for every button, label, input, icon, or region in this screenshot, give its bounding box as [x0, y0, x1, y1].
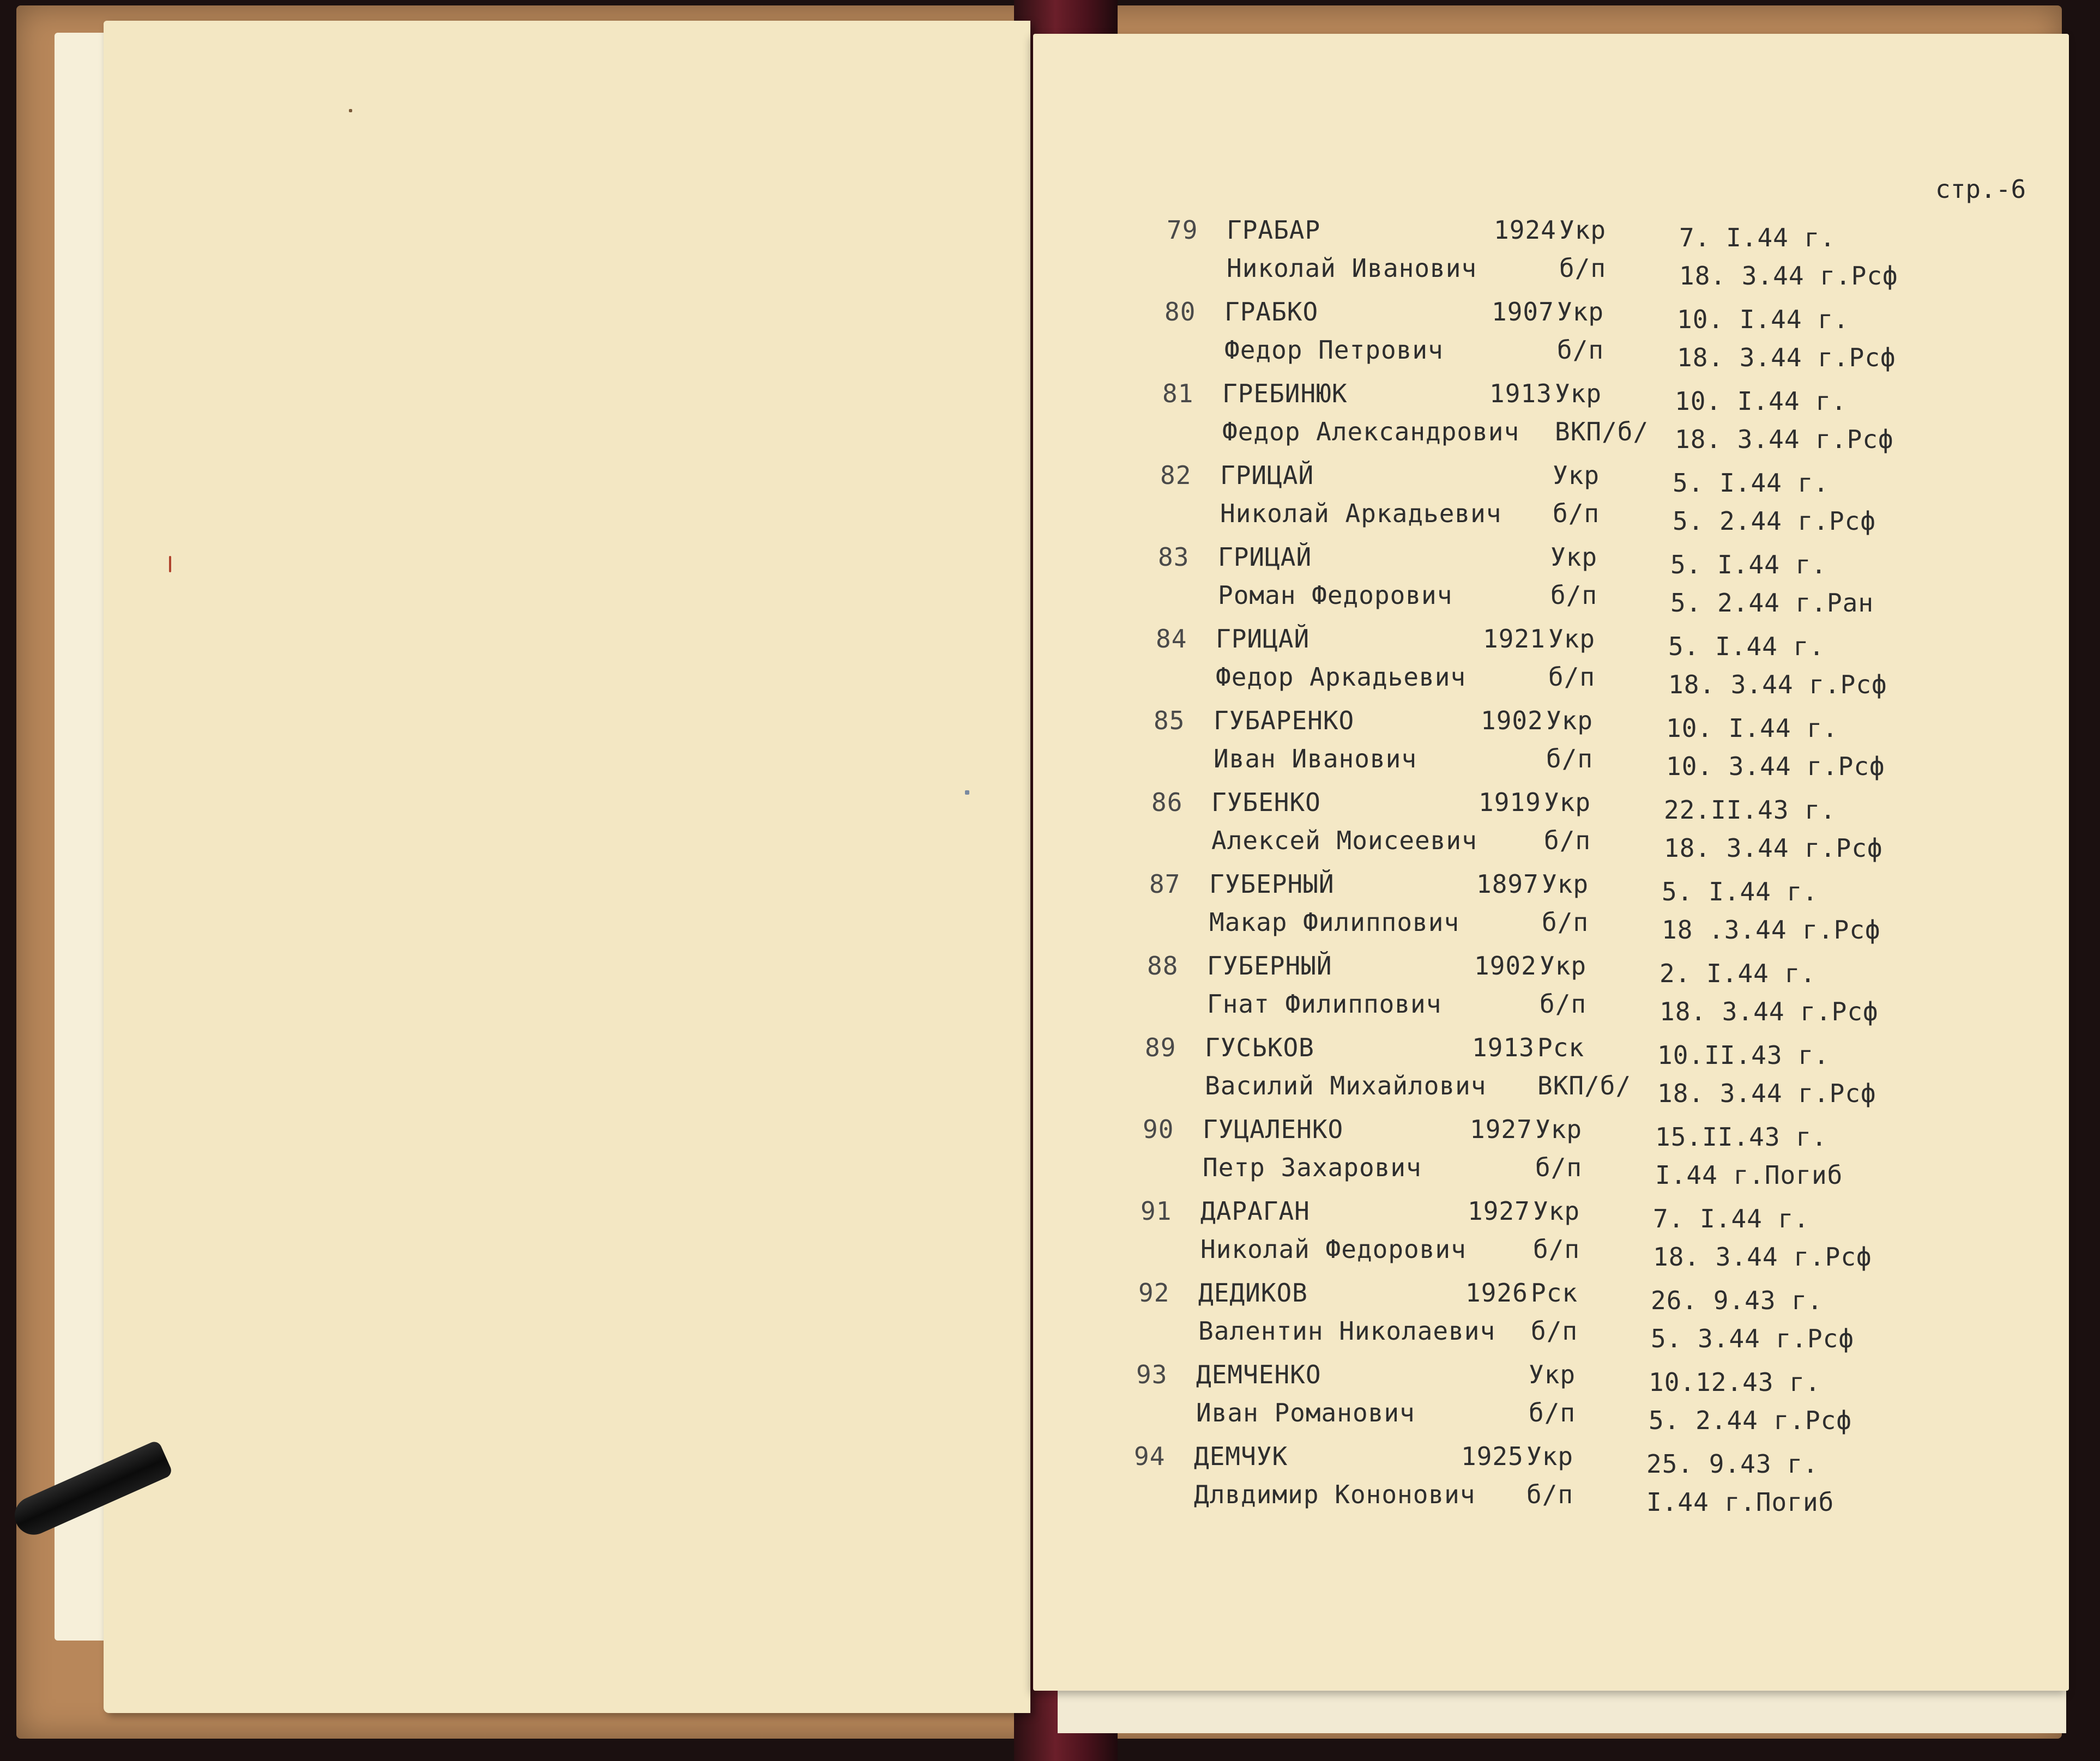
entry-name: Алексей Моисеевич: [1211, 826, 1477, 855]
paper-speck: [965, 790, 969, 795]
entry-year: 1897: [1476, 869, 1539, 899]
entry-number: 91: [1140, 1196, 1172, 1226]
entry-number: 79: [1167, 215, 1198, 245]
entry-year: 1926: [1465, 1278, 1528, 1308]
entry-number: 90: [1143, 1115, 1174, 1144]
entry-date1: 2. I.44 г.: [1660, 959, 1816, 988]
entry-name: Гнат Филиппович: [1207, 989, 1442, 1019]
entry-year: 1913: [1489, 379, 1552, 408]
entry-party: б/п: [1559, 253, 1607, 283]
paper-speck: [349, 109, 352, 112]
left-blank-page: [104, 21, 1030, 1713]
entry-name: Иван Иванович: [1214, 744, 1417, 773]
entry-date1: 26. 9.43 г.: [1651, 1286, 1823, 1315]
entry-party: ВКП/б/: [1555, 417, 1649, 446]
entry-name: Валентин Николаевич: [1198, 1316, 1496, 1346]
entry-nationality: Укр: [1540, 951, 1587, 981]
entry-party: б/п: [1542, 907, 1589, 937]
entry-surname: ГУЦАЛЕНКО: [1203, 1115, 1344, 1144]
entry-year: 1924: [1494, 215, 1556, 245]
entry-nationality: Укр: [1548, 624, 1596, 653]
entry-surname: ГУБАРЕНКО: [1214, 706, 1355, 735]
entry-date2: 5. 3.44 г.Рсф: [1651, 1324, 1855, 1353]
entry-date1: 15.II.43 г.: [1655, 1122, 1827, 1152]
entry-date1: 10. I.44 г.: [1666, 713, 1838, 743]
entry-date1: 10. I.44 г.: [1675, 386, 1847, 416]
entry-nationality: Укр: [1533, 1196, 1580, 1226]
entry-nationality: Укр: [1535, 1115, 1583, 1144]
entry-number: 88: [1147, 951, 1179, 981]
entry-surname: ГРИЦАЙ: [1220, 461, 1314, 490]
entry-date2: 18 .3.44 г.Рсф: [1662, 915, 1881, 945]
entry-year: 1925: [1461, 1442, 1524, 1471]
entry-date2: 18. 3.44 г.Рсф: [1679, 261, 1898, 291]
entry-surname: ГРИЦАЙ: [1218, 542, 1312, 572]
entry-name: Николай Аркадьевич: [1220, 499, 1502, 528]
entry-number: 89: [1145, 1033, 1176, 1062]
entry-name: Длвдимир Кононович: [1194, 1480, 1476, 1509]
entry-name: Федор Аркадьевич: [1216, 662, 1467, 692]
entry-date1: 10.12.43 г.: [1649, 1367, 1821, 1397]
entry-surname: ГУСЬКОВ: [1205, 1033, 1314, 1062]
entry-date1: 5. I.44 г.: [1662, 877, 1818, 906]
entry-nationality: Укр: [1546, 706, 1594, 735]
entry-party: б/п: [1531, 1316, 1578, 1346]
entry-party: б/п: [1546, 744, 1594, 773]
entry-nationality: Рск: [1531, 1278, 1578, 1308]
entry-number: 93: [1136, 1360, 1168, 1389]
entry-number: 86: [1151, 788, 1183, 817]
entry-surname: ГУБЕНКО: [1211, 788, 1321, 817]
entry-party: б/п: [1540, 989, 1587, 1019]
entry-date2: 18. 3.44 г.Рсф: [1675, 425, 1894, 454]
entry-number: 94: [1134, 1442, 1166, 1471]
entry-year: 1919: [1479, 788, 1541, 817]
entry-date2: 18. 3.44 г.Рсф: [1668, 670, 1887, 699]
entry-name: Иван Романович: [1196, 1398, 1415, 1427]
entry-party: б/п: [1548, 662, 1596, 692]
entry-name: Василий Михайлович: [1205, 1071, 1487, 1100]
entry-surname: ДЕМЧЕНКО: [1196, 1360, 1321, 1389]
entry-surname: ГРИЦАЙ: [1216, 624, 1310, 653]
entry-party: б/п: [1535, 1153, 1583, 1182]
entry-date2: 18. 3.44 г.Рсф: [1657, 1079, 1876, 1108]
entry-date2: 5. 2.44 г.Рсф: [1649, 1406, 1852, 1435]
entry-date1: 22.II.43 г.: [1664, 795, 1836, 825]
entry-name: Николай Федорович: [1200, 1234, 1467, 1264]
entry-party: б/п: [1544, 826, 1591, 855]
entry-name: Роман Федорович: [1218, 580, 1453, 610]
entry-surname: ГУБЕРНЫЙ: [1209, 869, 1335, 899]
entry-nationality: Рск: [1537, 1033, 1585, 1062]
entry-date1: 10. I.44 г.: [1677, 305, 1849, 334]
entry-date2: 5. 2.44 г.Ран: [1670, 588, 1874, 618]
entry-surname: ГУБЕРНЫЙ: [1207, 951, 1332, 981]
entry-date1: 7. I.44 г.: [1653, 1204, 1809, 1233]
entry-surname: ГРАБАР: [1227, 215, 1321, 245]
entry-date1: 5. I.44 г.: [1670, 550, 1827, 579]
entry-party: б/п: [1553, 499, 1600, 528]
entry-nationality: Укр: [1542, 869, 1589, 899]
entry-nationality: Укр: [1555, 379, 1602, 408]
entry-year: 1921: [1483, 624, 1546, 653]
entry-name: Николай Иванович: [1227, 253, 1477, 283]
entry-date2: 18. 3.44 г.Рсф: [1653, 1242, 1872, 1272]
entry-party: б/п: [1533, 1234, 1580, 1264]
entry-date2: 18. 3.44 г.Рсф: [1660, 997, 1879, 1026]
entry-party: б/п: [1526, 1480, 1574, 1509]
entry-year: 1913: [1472, 1033, 1535, 1062]
entry-surname: ДЕДИКОВ: [1198, 1278, 1308, 1308]
entry-date1: 7. I.44 г.: [1679, 223, 1836, 252]
entry-year: 1902: [1474, 951, 1537, 981]
entry-surname: ДЕМЧУК: [1194, 1442, 1288, 1471]
entry-date1: 5. I.44 г.: [1668, 632, 1825, 661]
entry-name: Федор Александрович: [1222, 417, 1520, 446]
page-number: стр.-6: [1935, 174, 2026, 204]
entry-name: Петр Захарович: [1203, 1153, 1422, 1182]
entry-date2: 18. 3.44 г.Рсф: [1677, 343, 1896, 372]
entry-date1: 5. I.44 г.: [1673, 468, 1829, 498]
entry-date2: I.44 г.Погиб: [1655, 1160, 1843, 1190]
entry-nationality: Укр: [1559, 215, 1607, 245]
entry-nationality: Укр: [1526, 1442, 1574, 1471]
entry-date1: 25. 9.43 г.: [1646, 1449, 1819, 1479]
paper-mark: [169, 556, 171, 572]
entry-year: 1907: [1492, 297, 1554, 326]
entry-party: б/п: [1557, 335, 1604, 365]
entry-surname: ГРЕБИНЮК: [1222, 379, 1348, 408]
entry-nationality: Укр: [1550, 542, 1598, 572]
entry-party: б/п: [1550, 580, 1598, 610]
entry-party: б/п: [1529, 1398, 1576, 1427]
entry-number: 82: [1160, 461, 1192, 490]
entry-year: 1927: [1468, 1196, 1530, 1226]
entry-surname: ДАРАГАН: [1200, 1196, 1310, 1226]
entry-nationality: Укр: [1529, 1360, 1576, 1389]
entry-name: Федор Петрович: [1224, 335, 1444, 365]
entry-date2: I.44 г.Погиб: [1646, 1487, 1835, 1517]
entry-date1: 10.II.43 г.: [1657, 1040, 1830, 1070]
entry-nationality: Укр: [1544, 788, 1591, 817]
entry-date2: 18. 3.44 г.Рсф: [1664, 833, 1883, 863]
entry-name: Макар Филиппович: [1209, 907, 1460, 937]
entry-number: 84: [1156, 624, 1187, 653]
entry-number: 85: [1154, 706, 1185, 735]
entry-number: 87: [1149, 869, 1181, 899]
entry-number: 92: [1138, 1278, 1170, 1308]
entry-date2: 5. 2.44 г.Рсф: [1673, 506, 1876, 536]
entry-number: 81: [1162, 379, 1194, 408]
entry-surname: ГРАБКО: [1224, 297, 1319, 326]
entry-party: ВКП/б/: [1537, 1071, 1632, 1100]
entry-year: 1902: [1481, 706, 1543, 735]
entry-year: 1927: [1470, 1115, 1532, 1144]
entry-number: 83: [1158, 542, 1190, 572]
entry-nationality: Укр: [1553, 461, 1600, 490]
entry-nationality: Укр: [1557, 297, 1604, 326]
entry-date2: 10. 3.44 г.Рсф: [1666, 752, 1885, 781]
entry-number: 80: [1164, 297, 1196, 326]
